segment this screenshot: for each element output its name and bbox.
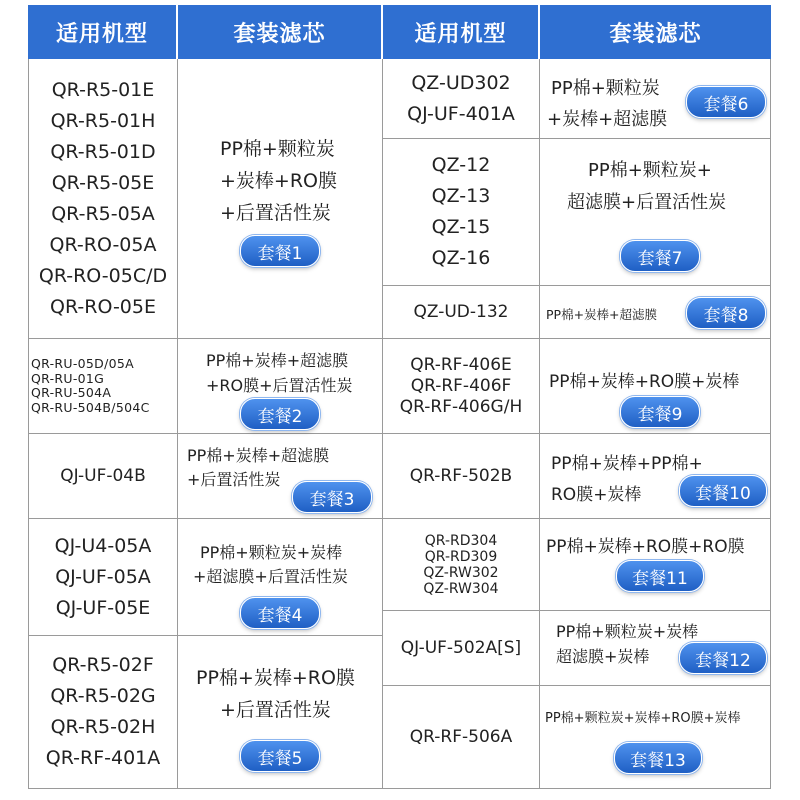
model-name: QR-RF-406F xyxy=(410,375,512,396)
model-name: QR-RO-05E xyxy=(50,296,156,318)
model-name: QR-R5-01D xyxy=(50,141,156,163)
model-name: QJ-UF-05E xyxy=(55,596,151,619)
package-badge-11[interactable]: 套餐11 xyxy=(616,560,704,592)
model-name: QR-R5-01H xyxy=(50,110,156,132)
header-right-filter: 套装滤芯 xyxy=(540,5,771,59)
package-badge-7[interactable]: 套餐7 xyxy=(620,240,700,272)
header-left-filter: 套装滤芯 xyxy=(178,5,381,59)
model-list xyxy=(29,339,179,433)
filter-line: +炭棒+RO膜 xyxy=(220,170,337,192)
model-name: QR-R5-01E xyxy=(51,79,155,101)
filter-line: PP棉+炭棒+超滤膜 xyxy=(187,446,330,465)
filter-line: PP棉+颗粒炭+ xyxy=(588,160,712,181)
header-left-model: 适用机型 xyxy=(28,5,176,59)
package-badge-13[interactable]: 套餐13 xyxy=(614,742,702,774)
model-list xyxy=(383,519,539,610)
model-list xyxy=(383,339,539,433)
model-name: QR-RO-05C/D xyxy=(38,265,168,287)
package-badge-4[interactable]: 套餐4 xyxy=(240,597,320,629)
model-name: QR-R5-02F xyxy=(52,654,154,676)
model-name: QZ-UD-132 xyxy=(413,301,509,322)
filter-line: PP棉+颗粒炭+炭棒 xyxy=(556,622,699,641)
filter-line: +后置活性炭 xyxy=(220,202,331,224)
model-list xyxy=(383,139,539,285)
grid-line xyxy=(770,59,771,789)
package-badge-6[interactable]: 套餐6 xyxy=(686,86,766,118)
model-name: QR-RF-502B xyxy=(409,465,513,486)
package-badge-12[interactable]: 套餐12 xyxy=(679,642,767,674)
model-name: QZ-UD302 xyxy=(411,72,511,94)
model-name: QR-RU-504B/504C xyxy=(31,399,150,415)
model-name: QZ-15 xyxy=(431,216,491,238)
filter-line: +炭棒+超滤膜 xyxy=(547,109,668,130)
filter-line: +超滤膜+后置活性炭 xyxy=(193,567,348,586)
model-name: QR-RD304 xyxy=(424,532,498,549)
model-name: QR-RF-506A xyxy=(409,726,513,747)
model-list xyxy=(29,519,177,635)
model-name: QZ-16 xyxy=(431,247,491,269)
filter-line: +后置活性炭 xyxy=(187,470,281,489)
model-list xyxy=(29,636,177,788)
model-list xyxy=(383,686,539,788)
model-name: QR-R5-02H xyxy=(50,716,156,738)
filter-line: PP棉+炭棒+PP棉+ xyxy=(551,454,703,474)
model-name: QR-R5-02G xyxy=(50,685,156,707)
filter-line: PP棉+炭棒+超滤膜 xyxy=(206,351,349,370)
model-list xyxy=(383,60,539,138)
model-name: QR-RU-01G xyxy=(31,370,105,386)
filter-line: PP棉+颗粒炭 xyxy=(551,78,660,99)
model-list xyxy=(383,286,539,338)
package-badge-3[interactable]: 套餐3 xyxy=(292,481,372,513)
filter-line: PP棉+炭棒+超滤膜 xyxy=(546,307,658,322)
filter-line: PP棉+颗粒炭+炭棒 xyxy=(200,543,343,562)
model-name: QR-R5-05E xyxy=(51,172,155,194)
package-badge-2[interactable]: 套餐2 xyxy=(240,398,320,430)
filter-line: PP棉+颗粒炭+炭棒+RO膜+炭棒 xyxy=(545,711,741,726)
package-badge-10[interactable]: 套餐10 xyxy=(679,475,767,507)
filter-line: +后置活性炭 xyxy=(220,699,331,721)
filter-line: PP棉+颗粒炭 xyxy=(220,138,335,160)
filter-line: PP棉+炭棒+RO膜 xyxy=(196,667,355,689)
model-name: QZ-RW302 xyxy=(423,564,499,581)
model-name: QR-RF-406E xyxy=(410,354,512,375)
grid-line xyxy=(28,788,771,789)
model-name: QJ-U4-05A xyxy=(54,534,152,557)
header-right-model: 适用机型 xyxy=(383,5,538,59)
filter-line: +RO膜+后置活性炭 xyxy=(206,376,353,395)
model-name: QJ-UF-401A xyxy=(407,103,515,125)
package-badge-5[interactable]: 套餐5 xyxy=(240,740,320,772)
model-list xyxy=(29,434,177,518)
filter-line: PP棉+炭棒+RO膜+RO膜 xyxy=(546,537,745,557)
grid-line xyxy=(539,59,540,789)
model-name: QR-RU-504A xyxy=(31,385,112,400)
model-name: QR-RU-05D/05A xyxy=(31,356,134,371)
package-badge-1[interactable]: 套餐1 xyxy=(240,235,320,267)
model-list xyxy=(383,611,539,685)
model-list xyxy=(383,434,539,518)
package-badge-9[interactable]: 套餐9 xyxy=(620,396,700,428)
model-name: QR-RD309 xyxy=(424,548,498,565)
filter-line: RO膜+炭棒 xyxy=(551,485,642,505)
model-name: QJ-UF-05A xyxy=(55,565,151,588)
model-name: QR-RO-05A xyxy=(49,234,157,256)
package-badge-8[interactable]: 套餐8 xyxy=(686,297,766,329)
filter-line: PP棉+炭棒+RO膜+炭棒 xyxy=(549,372,740,392)
filter-line: 超滤膜+后置活性炭 xyxy=(567,192,727,213)
model-list xyxy=(29,60,177,338)
model-name: QJ-UF-502A[S] xyxy=(400,637,522,658)
model-name: QR-R5-05A xyxy=(51,203,155,225)
model-name: QR-RF-401A xyxy=(45,747,161,769)
filter-line: 超滤膜+炭棒 xyxy=(556,647,650,666)
model-name: QZ-13 xyxy=(431,185,491,207)
model-name: QZ-12 xyxy=(431,154,491,176)
model-name: QJ-UF-04B xyxy=(60,465,146,486)
model-name: QR-RF-406G/H xyxy=(399,396,523,417)
model-name: QZ-RW304 xyxy=(423,580,499,597)
